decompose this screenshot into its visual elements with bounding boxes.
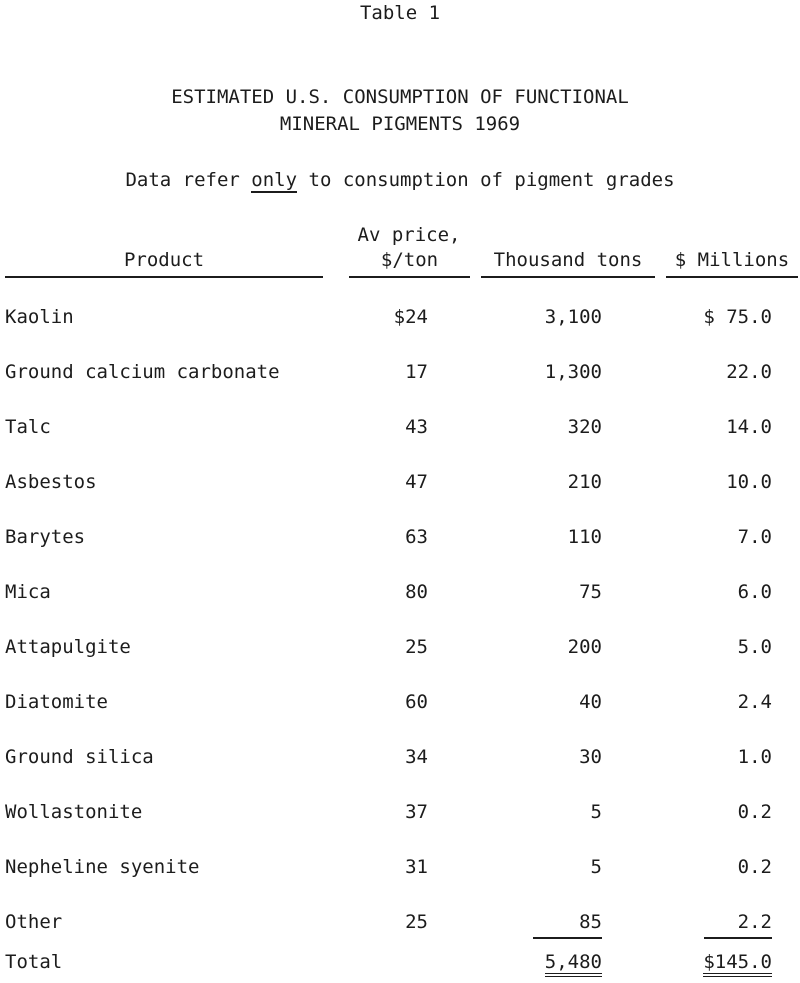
note-prefix: Data refer — [125, 169, 240, 191]
cell-millions: 22.0 — [726, 361, 772, 383]
table-title-line1: ESTIMATED U.S. CONSUMPTION OF FUNCTIONAL — [171, 86, 629, 108]
cell-price: 17 — [405, 361, 428, 383]
cell-product: Wollastonite — [5, 801, 143, 823]
cell-tons: 5 — [590, 801, 602, 823]
cell-tons: 110 — [567, 526, 602, 548]
cell-millions: 1.0 — [737, 746, 772, 768]
cell-total-label: Total — [5, 951, 63, 973]
cell-millions: 2.2 — [737, 911, 772, 933]
cell-tons: 200 — [567, 636, 602, 658]
table-row — [0, 856, 800, 886]
cell-tons: 3,100 — [544, 306, 602, 328]
header-tons: Thousand tons — [493, 249, 643, 271]
cell-millions: $ 75.0 — [703, 306, 772, 328]
cell-tons: 40 — [579, 691, 602, 713]
header-price-rule — [349, 276, 470, 278]
cell-product: Kaolin — [5, 306, 74, 328]
table-row — [0, 636, 800, 666]
cell-product: Attapulgite — [5, 636, 131, 658]
cell-tons: 1,300 — [544, 361, 602, 383]
table-row — [0, 416, 800, 446]
cell-tons: 75 — [579, 581, 602, 603]
table-row — [0, 306, 800, 336]
cell-millions: 6.0 — [737, 581, 772, 603]
cell-tons: 210 — [567, 471, 602, 493]
cell-price: $24 — [393, 306, 428, 328]
header-millions-rule — [666, 276, 798, 278]
header-product-rule — [5, 276, 323, 278]
cell-product: Diatomite — [5, 691, 108, 713]
cell-price: 60 — [405, 691, 428, 713]
header-millions: $ Millions — [674, 249, 790, 271]
cell-product: Mica — [5, 581, 51, 603]
cell-price: 80 — [405, 581, 428, 603]
cell-product: Ground calcium carbonate — [5, 361, 280, 383]
cell-price: 25 — [405, 911, 428, 933]
note-emphasis: only — [251, 169, 298, 191]
cell-product: Asbestos — [5, 471, 97, 493]
table-row — [0, 361, 800, 391]
cell-product: Ground silica — [5, 746, 154, 768]
cell-price: 37 — [405, 801, 428, 823]
header-price-line2: $/ton — [380, 249, 439, 271]
cell-price: 43 — [405, 416, 428, 438]
cell-tons: 320 — [567, 416, 602, 438]
cell-price: 25 — [405, 636, 428, 658]
cell-tons: 5 — [590, 856, 602, 878]
cell-product: Nepheline syenite — [5, 856, 200, 878]
cell-product: Barytes — [5, 526, 86, 548]
table-row — [0, 691, 800, 721]
table-row — [0, 526, 800, 556]
cell-millions: 14.0 — [726, 416, 772, 438]
cell-total-tons: 5,480 — [545, 951, 602, 977]
tons-subtotal-rule — [533, 937, 602, 939]
table-label: Table 1 — [359, 2, 441, 24]
table-row — [0, 471, 800, 501]
cell-millions: 5.0 — [737, 636, 772, 658]
cell-price: 34 — [405, 746, 428, 768]
table-row — [0, 801, 800, 831]
cell-millions: 2.4 — [737, 691, 772, 713]
cell-product: Talc — [5, 416, 51, 438]
table-note — [0, 169, 800, 191]
header-product — [5, 249, 323, 271]
cell-price: 31 — [405, 856, 428, 878]
table-row — [0, 746, 800, 776]
millions-subtotal-rule — [704, 937, 772, 939]
table-row — [0, 581, 800, 611]
cell-millions: 10.0 — [726, 471, 772, 493]
cell-millions: 0.2 — [737, 856, 772, 878]
table-total-row — [0, 951, 800, 981]
table-row — [0, 911, 800, 941]
cell-product: Other — [5, 911, 63, 933]
cell-price: 63 — [405, 526, 428, 548]
header-price-line1: Av price, — [357, 224, 461, 246]
cell-price: 47 — [405, 471, 428, 493]
header-tons-rule — [481, 276, 655, 278]
cell-tons: 30 — [579, 746, 602, 768]
cell-total-millions: $145.0 — [703, 951, 772, 977]
cell-tons: 85 — [579, 911, 602, 933]
note-suffix: to consumption of pigment grades — [308, 169, 675, 191]
header-product-label: Product — [123, 249, 205, 271]
cell-millions: 0.2 — [737, 801, 772, 823]
cell-millions: 7.0 — [737, 526, 772, 548]
table-title-line2: MINERAL PIGMENTS 1969 — [279, 113, 521, 135]
